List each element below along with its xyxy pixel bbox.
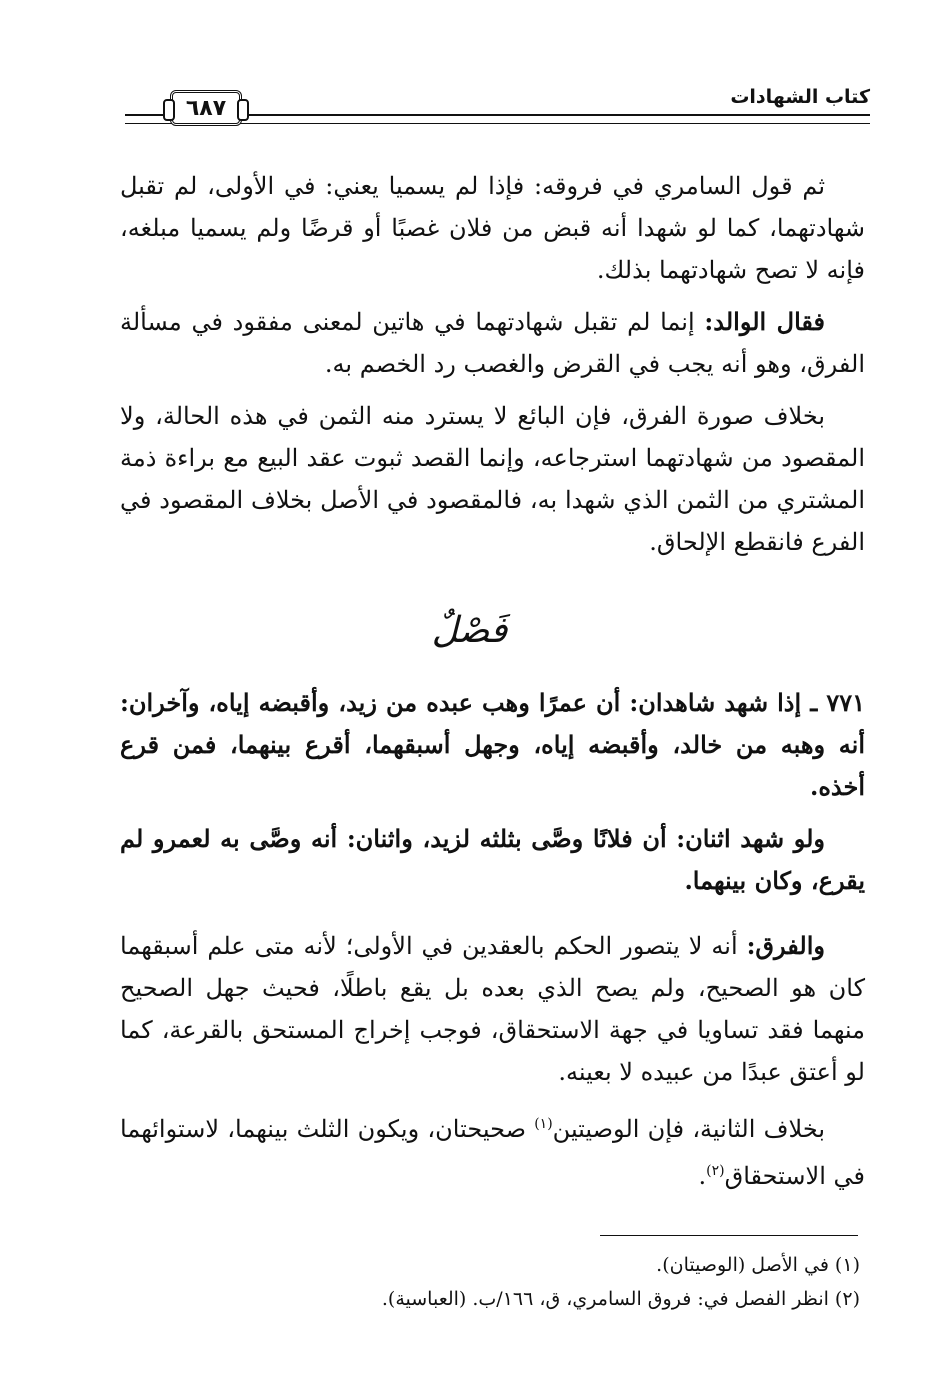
page-header (125, 78, 870, 148)
paragraph-samri: ثم قول السامري في فروقه: فإذا لم يسميا يعني: في الأولى، لم تقبل شهادتهما، كما لو شهدا أنه قبض من فلان غصبًا أو قرضًا ولم يسميا مبلغه، فإنه لا تصح شهادتهما بذلك. (120, 172, 865, 284)
opening-paragraphs (120, 165, 865, 563)
page-number: ٦٨٧ (170, 90, 242, 126)
masala-771: ٧٧١ ـ إذا شهد شاهدان: أن عمرًا وهب عبده من زيد، وأقبضه إياه، وآخران: أنه وهبه من خالد، وأقبضه إياه، وجهل أسبقهما، أقرع بينهما، فمن قرع أخذه. (120, 688, 866, 801)
masala-block (120, 682, 865, 902)
farq-last-paragraph (120, 1103, 865, 1197)
paragraph-lead: فقال الوالد: (704, 307, 825, 336)
footnote-ref-1[interactable]: (١) (534, 1116, 553, 1132)
farq-paragraph (120, 925, 865, 1093)
footnote-ref-2[interactable]: (٢) (706, 1163, 725, 1179)
footnote-1: (١) في الأصل (الوصيتان). (656, 1254, 860, 1276)
paragraph-walid (120, 301, 865, 385)
footnote-2: (٢) انظر الفصل في: فروق السامري، ق، ١٦٦/ب. (العباسية). (381, 1288, 860, 1310)
paragraph-text: إنما لم تقبل شهادتهما في هاتين لمعنى مفقود في مسألة الفرق، وهو أنه يجب في القرض والغصب رد الخصم به. (120, 308, 865, 378)
paragraph-farq-sura: بخلاف صورة الفرق، فإن البائع لا يسترد منه الثمن في هذه الحالة، ولا المقصود من شهادتهما استرجاعه، وإنما القصد ثبوت عقد البيع مع براءة ذمة المشتري من الثمن الذي شهدا به، فالمقصود في الأصل بخلاف المقصود في الفرع فانقطع الإلحاق. (120, 402, 865, 556)
masala-second: ولو شهد اثنان: أن فلانًا وصَّى بثلثه لزيد، واثنان: أنه وصَّى به لعمرو لم يقرع، وكان بينهما. (120, 824, 865, 895)
farq-text: أنه لا يتصور الحكم بالعقدين في الأولى؛ لأنه متى علم أسبقهما كان هو الصحيح، ولم يصح الذي بعده بل يقع باطلًا، فحيث جهل الصحيح منهما فقد تساويا في جهة الاستحقاق، فوجب إخراج المستحق بالقرعة، كما لو أعتق عبدًا من عبيده لا بعينه. (120, 932, 865, 1086)
footnote-divider (600, 1235, 858, 1236)
section-heading: فَصْلٌ (431, 610, 508, 651)
farq-last-c: . (698, 1162, 707, 1190)
farq-lead: والفرق: (746, 931, 825, 960)
book-title: كتاب الشهادات (730, 86, 870, 108)
farq-last-a: بخلاف الثانية، فإن الوصيتين (552, 1115, 825, 1143)
footnotes (120, 1248, 860, 1316)
farq-last-b: صحيحتان، ويكون الثلث بينهما، لاستوائهما في الاستحقاق (120, 1115, 865, 1190)
farq-block (120, 925, 865, 1197)
